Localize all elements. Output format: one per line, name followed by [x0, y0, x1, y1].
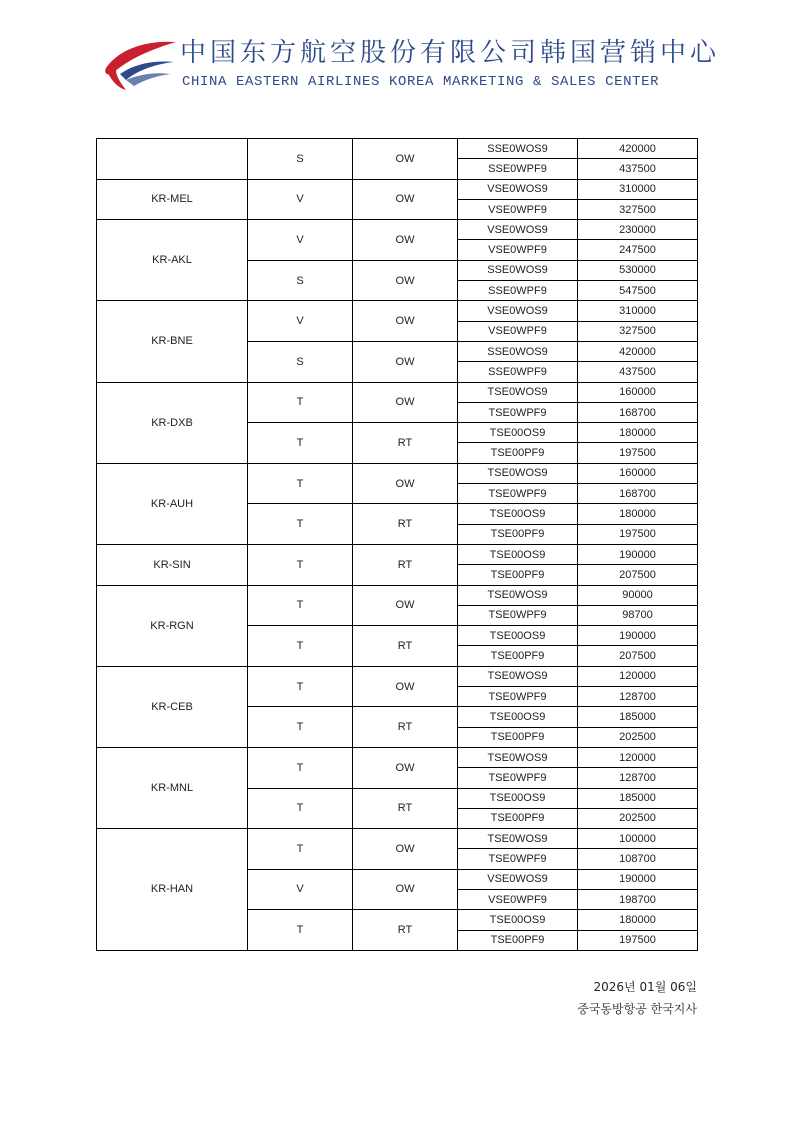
table-row [97, 139, 698, 159]
fare-basis-cell: TSE00OS9 [458, 423, 578, 443]
booking-class-cell: T [248, 423, 353, 464]
trip-type-cell: RT [353, 707, 458, 748]
fare-amount-cell: 202500 [578, 727, 698, 747]
fare-basis-cell: VSE0WPF9 [458, 199, 578, 219]
table-row [97, 666, 698, 686]
fare-table [96, 138, 698, 951]
fare-amount-cell: 327500 [578, 321, 698, 341]
booking-class-cell: T [248, 666, 353, 707]
booking-class-cell: T [248, 910, 353, 951]
fare-amount-cell: 180000 [578, 423, 698, 443]
route-cell: KR-SIN [97, 544, 248, 585]
booking-class-cell: T [248, 788, 353, 829]
booking-class-cell: T [248, 463, 353, 504]
booking-class-cell: V [248, 220, 353, 261]
fare-basis-cell: TSE0WPF9 [458, 849, 578, 869]
fare-amount-cell: 310000 [578, 301, 698, 321]
trip-type-cell: OW [353, 585, 458, 626]
company-name-english: CHINA EASTERN AIRLINES KOREA MARKETING & SALES CENTER [182, 74, 660, 90]
fare-amount-cell: 185000 [578, 707, 698, 727]
trip-type-cell: RT [353, 626, 458, 667]
fare-basis-cell: TSE00PF9 [458, 524, 578, 544]
table-row [97, 382, 698, 402]
fare-basis-cell: TSE00PF9 [458, 565, 578, 585]
issue-date: 2026년 01월 06일 [593, 980, 697, 994]
booking-class-cell: T [248, 747, 353, 788]
fare-basis-cell: TSE0WOS9 [458, 463, 578, 483]
china-eastern-swallow-logo [100, 34, 178, 90]
fare-amount-cell: 168700 [578, 484, 698, 504]
fare-amount-cell: 128700 [578, 687, 698, 707]
trip-type-cell: OW [353, 139, 458, 180]
fare-basis-cell: TSE0WOS9 [458, 666, 578, 686]
fare-amount-cell: 90000 [578, 585, 698, 605]
route-cell: KR-AUH [97, 463, 248, 544]
table-row [97, 544, 698, 564]
trip-type-cell: OW [353, 341, 458, 382]
fare-basis-cell: TSE0WOS9 [458, 829, 578, 849]
trip-type-cell: OW [353, 747, 458, 788]
route-cell: KR-MNL [97, 747, 248, 828]
fare-amount-cell: 207500 [578, 646, 698, 666]
route-cell: KR-RGN [97, 585, 248, 666]
fare-amount-cell: 168700 [578, 402, 698, 422]
booking-class-cell: T [248, 585, 353, 626]
route-cell: KR-HAN [97, 829, 248, 951]
fare-amount-cell: 247500 [578, 240, 698, 260]
fare-amount-cell: 190000 [578, 544, 698, 564]
fare-basis-cell: TSE00PF9 [458, 808, 578, 828]
fare-amount-cell: 437500 [578, 159, 698, 179]
fare-basis-cell: TSE00OS9 [458, 788, 578, 808]
trip-type-cell: RT [353, 544, 458, 585]
fare-amount-cell: 310000 [578, 179, 698, 199]
route-cell: KR-CEB [97, 666, 248, 747]
fare-basis-cell: VSE0WOS9 [458, 220, 578, 240]
fare-basis-cell: TSE0WOS9 [458, 585, 578, 605]
booking-class-cell: T [248, 707, 353, 748]
fare-amount-cell: 207500 [578, 565, 698, 585]
company-name-chinese: 中国东方航空股份有限公司韩国营销中心 [180, 38, 721, 68]
booking-class-cell: T [248, 382, 353, 423]
fare-basis-cell: TSE0WOS9 [458, 747, 578, 767]
table-row [97, 179, 698, 199]
trip-type-cell: OW [353, 463, 458, 504]
fare-basis-cell: TSE00PF9 [458, 727, 578, 747]
booking-class-cell: T [248, 829, 353, 870]
fare-basis-cell: TSE00PF9 [458, 443, 578, 463]
fare-basis-cell: TSE0WOS9 [458, 382, 578, 402]
fare-basis-cell: TSE00OS9 [458, 910, 578, 930]
table-row [97, 585, 698, 605]
fare-basis-cell: VSE0WOS9 [458, 301, 578, 321]
issuing-office: 중국동방항공 한국지사 [577, 1002, 697, 1016]
route-cell: KR-BNE [97, 301, 248, 382]
trip-type-cell: OW [353, 260, 458, 301]
booking-class-cell: S [248, 139, 353, 180]
fare-basis-cell: TSE00PF9 [458, 930, 578, 950]
table-row [97, 747, 698, 767]
fare-basis-cell: TSE0WPF9 [458, 484, 578, 504]
fare-basis-cell: SSE0WOS9 [458, 260, 578, 280]
trip-type-cell: OW [353, 869, 458, 910]
fare-basis-cell: TSE00PF9 [458, 646, 578, 666]
trip-type-cell: RT [353, 788, 458, 829]
fare-amount-cell: 160000 [578, 382, 698, 402]
fare-amount-cell: 197500 [578, 524, 698, 544]
fare-basis-cell: SSE0WPF9 [458, 281, 578, 301]
route-cell: KR-MEL [97, 179, 248, 220]
trip-type-cell: RT [353, 504, 458, 545]
trip-type-cell: OW [353, 382, 458, 423]
trip-type-cell: OW [353, 829, 458, 870]
fare-amount-cell: 180000 [578, 910, 698, 930]
fare-amount-cell: 120000 [578, 666, 698, 686]
fare-amount-cell: 190000 [578, 869, 698, 889]
fare-basis-cell: TSE0WPF9 [458, 687, 578, 707]
fare-basis-cell: VSE0WOS9 [458, 179, 578, 199]
fare-amount-cell: 98700 [578, 605, 698, 625]
fare-table-body [97, 139, 698, 951]
fare-basis-cell: TSE0WPF9 [458, 768, 578, 788]
booking-class-cell: T [248, 626, 353, 667]
trip-type-cell: RT [353, 423, 458, 464]
letterhead [100, 30, 721, 100]
fare-basis-cell: TSE0WPF9 [458, 402, 578, 422]
route-cell: KR-DXB [97, 382, 248, 463]
booking-class-cell: T [248, 504, 353, 545]
fare-amount-cell: 420000 [578, 139, 698, 159]
fare-amount-cell: 197500 [578, 443, 698, 463]
fare-amount-cell: 437500 [578, 362, 698, 382]
fare-amount-cell: 120000 [578, 747, 698, 767]
table-row [97, 829, 698, 849]
fare-amount-cell: 420000 [578, 341, 698, 361]
fare-amount-cell: 230000 [578, 220, 698, 240]
booking-class-cell: V [248, 869, 353, 910]
fare-basis-cell: TSE00OS9 [458, 626, 578, 646]
trip-type-cell: RT [353, 910, 458, 951]
trip-type-cell: OW [353, 220, 458, 261]
fare-basis-cell: VSE0WOS9 [458, 869, 578, 889]
fare-basis-cell: VSE0WPF9 [458, 240, 578, 260]
fare-amount-cell: 180000 [578, 504, 698, 524]
fare-basis-cell: SSE0WOS9 [458, 341, 578, 361]
fare-amount-cell: 185000 [578, 788, 698, 808]
fare-amount-cell: 547500 [578, 281, 698, 301]
fare-amount-cell: 202500 [578, 808, 698, 828]
fare-basis-cell: VSE0WPF9 [458, 321, 578, 341]
booking-class-cell: S [248, 260, 353, 301]
trip-type-cell: OW [353, 666, 458, 707]
fare-basis-cell: SSE0WOS9 [458, 139, 578, 159]
route-cell [97, 139, 248, 180]
trip-type-cell: OW [353, 301, 458, 342]
booking-class-cell: T [248, 544, 353, 585]
fare-amount-cell: 100000 [578, 829, 698, 849]
fare-amount-cell: 190000 [578, 626, 698, 646]
fare-basis-cell: SSE0WPF9 [458, 159, 578, 179]
fare-basis-cell: TSE00OS9 [458, 504, 578, 524]
fare-amount-cell: 128700 [578, 768, 698, 788]
fare-amount-cell: 160000 [578, 463, 698, 483]
table-row [97, 463, 698, 483]
fare-amount-cell: 197500 [578, 930, 698, 950]
fare-amount-cell: 108700 [578, 849, 698, 869]
trip-type-cell: OW [353, 179, 458, 220]
fare-basis-cell: TSE00OS9 [458, 544, 578, 564]
fare-amount-cell: 530000 [578, 260, 698, 280]
table-row [97, 220, 698, 240]
fare-amount-cell: 327500 [578, 199, 698, 219]
fare-basis-cell: TSE00OS9 [458, 707, 578, 727]
fare-basis-cell: SSE0WPF9 [458, 362, 578, 382]
table-row [97, 301, 698, 321]
route-cell: KR-AKL [97, 220, 248, 301]
booking-class-cell: V [248, 179, 353, 220]
fare-amount-cell: 198700 [578, 889, 698, 909]
fare-basis-cell: TSE0WPF9 [458, 605, 578, 625]
fare-basis-cell: VSE0WPF9 [458, 889, 578, 909]
booking-class-cell: S [248, 341, 353, 382]
booking-class-cell: V [248, 301, 353, 342]
